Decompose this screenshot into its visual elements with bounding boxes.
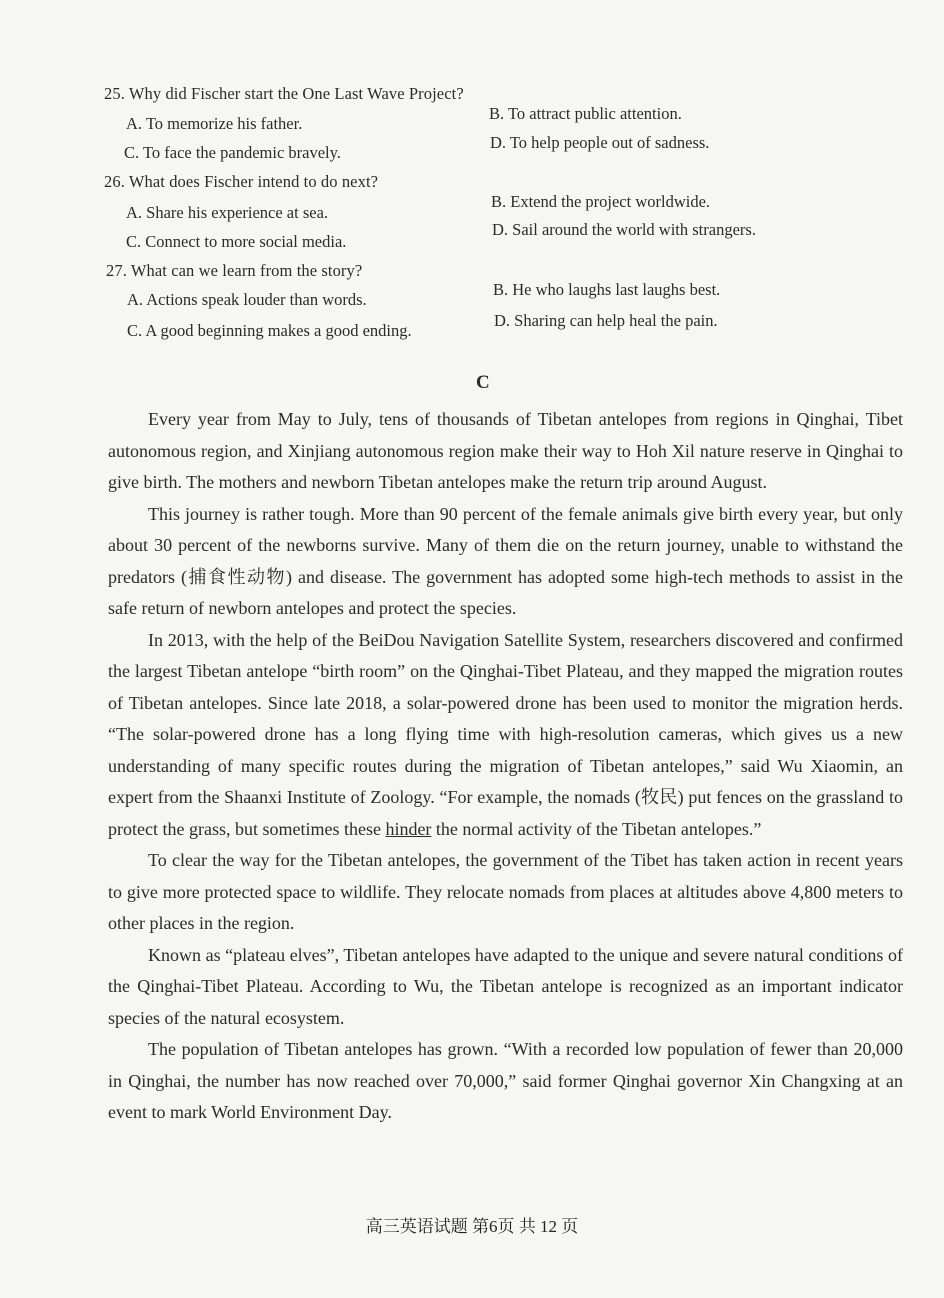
- paragraph-4: To clear the way for the Tibetan antelopes, the government of the Tibet has taken action in recent years to give more protected space to wildlife. They relocate nomads from places at altitudes above 4,800 meters to other places in the region.: [108, 850, 903, 933]
- underlined-word-hinder: hinder: [385, 818, 432, 839]
- question-27-option-a: A. Actions speak louder than words.: [127, 290, 367, 309]
- paragraph-1: Every year from May to July, tens of thousands of Tibetan antelopes from regions in Qinghai, Tibet autonomous region, and Xinjiang autonomous region make their way to Hoh Xil nature reserve in Qinghai to give birth. The mothers and newborn Tibetan antelopes make the return trip around August.: [108, 409, 903, 492]
- paragraph-3: [108, 625, 903, 846]
- paragraph-3-text-b: the normal activity of the Tibetan antelopes.”: [431, 818, 762, 839]
- question-27-option-c: C. A good beginning makes a good ending.: [127, 321, 412, 340]
- question-26-option-b: B. Extend the project worldwide.: [491, 192, 711, 211]
- question-27-option-d: D. Sharing can help heal the pain.: [494, 311, 718, 330]
- question-25-option-c: C. To face the pandemic bravely.: [124, 143, 341, 162]
- paragraph-3-text-a: In 2013, with the help of the BeiDou Navigation Satellite System, researchers discovered and confirmed the largest Tibetan antelope “birth room” on the Qinghai-Tibet Plateau, and they mapped the migration routes of Tibetan antelopes. Since late 2018, a solar-powered drone has been used to monitor the migration herds. “The solar-powered drone has a long flying time with high-resolution cameras, which gives us a new understanding of many specific routes during the migration of Tibetan antelopes,” said Wu Xiaomin, an expert from the Shaanxi Institute of Zoology. “For example, the nomads (牧民) put fences on the grassland to protect the grass, but sometimes these: [108, 629, 903, 839]
- page-footer: 高三英语试题 第6页 共 12 页: [365, 1217, 579, 1236]
- section-heading: C: [476, 372, 490, 393]
- paragraph-6: The population of Tibetan antelopes has grown. “With a recorded low population of fewer than 20,000 in Qinghai, the number has now reached over 70,000,” said former Qinghai governor Xin Changxing at an event to mark World Environment Day.: [108, 1039, 903, 1122]
- question-25-option-d: D. To help people out of sadness.: [490, 133, 710, 152]
- question-26-stem: 26. What does Fischer intend to do next?: [104, 172, 379, 191]
- question-26-option-d: D. Sail around the world with strangers.: [492, 220, 756, 239]
- passage-text: [108, 404, 903, 1129]
- paragraph-2: This journey is rather tough. More than 90 percent of the female animals give birth every year, but only about 30 percent of the newborns survive. Many of them die on the return journey, unable to withstand the predators (捕食性动物) and disease. The government has adopted some high-tech methods to assist in the safe return of newborn antelopes and protect the species.: [108, 503, 903, 618]
- question-26-option-c: C. Connect to more social media.: [126, 232, 347, 251]
- paragraph-5: Known as “plateau elves”, Tibetan antelopes have adapted to the unique and severe natural conditions of the Qinghai-Tibet Plateau. According to Wu, the Tibetan antelope is recognized as an important indicator species of the natural ecosystem.: [108, 944, 903, 1028]
- question-25-option-a: A. To memorize his father.: [126, 114, 303, 133]
- question-27-option-b: B. He who laughs last laughs best.: [493, 280, 721, 299]
- question-27-stem: 27. What can we learn from the story?: [106, 261, 363, 280]
- question-25-option-b: B. To attract public attention.: [489, 104, 682, 123]
- question-25-stem: 25. Why did Fischer start the One Last Wave Project?: [104, 84, 464, 103]
- question-26-option-a: A. Share his experience at sea.: [126, 203, 329, 222]
